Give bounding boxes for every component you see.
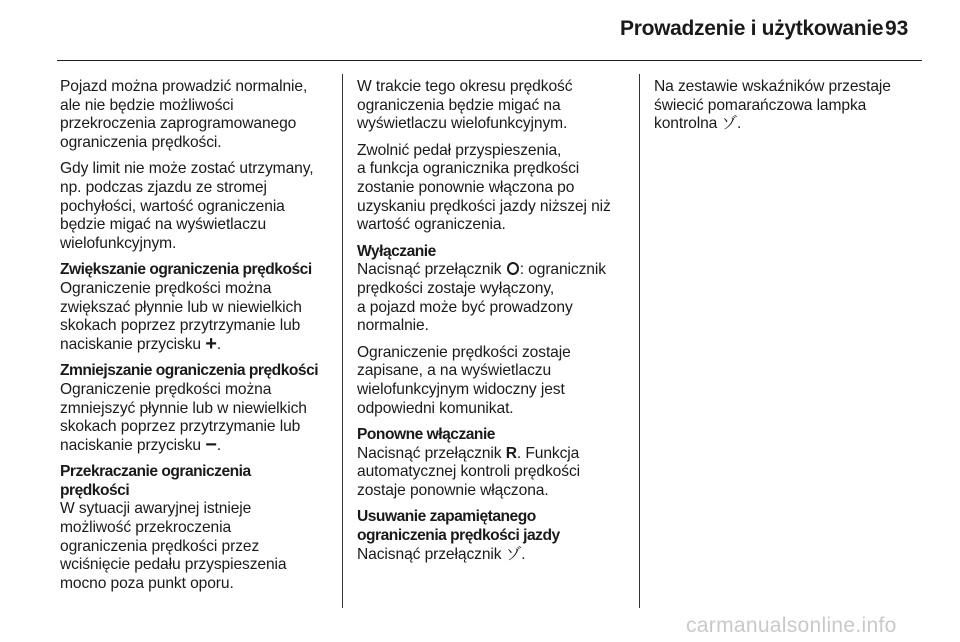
text-line: ograniczenia prędkości. — [60, 133, 222, 151]
col2-resume-first-post: . Funkcja — [516, 444, 580, 462]
text-line: zostaje ponownie włączona. — [357, 481, 549, 499]
text-line: pochyłości, wartość ograniczenia — [60, 197, 285, 215]
text-line: mocno poza punkt oporu. — [60, 574, 234, 592]
text-line: wyświetlaczu wielofunkcyjnym. — [357, 115, 568, 133]
text-line: Wyłączanie — [357, 242, 436, 260]
text-line: wartość ograniczenia. — [357, 216, 506, 234]
text-line: Pojazd można prowadzić normalnie, — [60, 78, 308, 95]
col2-body-off — [357, 280, 627, 336]
text-line: zwiększać płynnie lub w niewielkich — [60, 298, 302, 316]
col2-section-resume — [357, 426, 627, 500]
col2-body-resume — [357, 463, 627, 500]
col2-section-delete — [357, 508, 627, 564]
column-2 — [357, 78, 627, 564]
col1-heading-override — [60, 463, 330, 500]
text-line: będzie migać na wyświetlaczu — [60, 216, 267, 234]
text-line: wciśnięcie pedału przyspieszenia — [60, 556, 287, 574]
col2-heading-delete — [357, 508, 627, 545]
col2-paragraph-2 — [357, 142, 627, 235]
col2-section-off — [357, 243, 627, 336]
col3-last-pre: kontrolna — [654, 115, 718, 133]
page-number: 93 — [885, 17, 909, 40]
col1-heading-increase — [60, 261, 330, 280]
text-line: ale nie będzie możliwości — [60, 96, 234, 114]
text-line: Zwolnić pedał przyspieszenia, — [357, 141, 562, 159]
col2-resume-first-pre: Nacisnąć przełącznik — [357, 444, 502, 462]
text-line: Przekraczanie ograniczenia — [60, 463, 251, 481]
text-line: W sytuacji awaryjnej istnieje — [60, 500, 252, 518]
col1-section-increase: Zwiększanie ograniczenia prędkości Ograniczenie prędkości można zwiększać płynnie lub w niewielkich skokach poprzez przytrzymanie lub naciskanie przycisku +. — [60, 261, 330, 354]
text-line: uzyskaniu prędkości jazdy niższej niż — [357, 197, 611, 215]
col2-paragraph-1 — [357, 78, 627, 134]
col2-heading-off — [357, 243, 627, 262]
text-line: Ponowne włączanie — [357, 426, 495, 444]
col1-decrease-last-line: naciskanie przycisku — [60, 436, 202, 454]
speed-limiter-lamp-icon: ゾ — [721, 115, 737, 133]
text-line: prędkości — [60, 481, 130, 499]
text-line: np. podczas zjazdu ze stromej — [60, 178, 267, 196]
text-line: wielofunkcyjnym widoczny jest — [357, 380, 565, 398]
col1-paragraph-2 — [60, 160, 330, 253]
header-rule — [57, 60, 922, 61]
watermark: carmanualsonline.info — [686, 614, 897, 637]
text-line: Ograniczenie prędkości można — [60, 380, 272, 398]
text-line: Zmniejszanie ograniczenia prędkości — [60, 362, 319, 380]
text-line: Zwiększanie ograniczenia prędkości — [60, 261, 312, 279]
text-line: a pojazd może być prowadzony — [357, 298, 573, 316]
speed-limiter-icon: ゾ — [505, 545, 522, 563]
resume-r-icon: R — [505, 444, 517, 462]
col1-heading-decrease — [60, 362, 330, 381]
text-line: ograniczenia prędkości jazdy — [357, 527, 560, 545]
text-line: Ograniczenie prędkości zostaje — [357, 343, 571, 361]
col2-delete-first-pre: Nacisnąć przełącznik — [357, 545, 502, 563]
text-line: zostanie ponownie włączona po — [357, 178, 575, 196]
text-line: Gdy limit nie może zostać utrzymany, — [60, 160, 314, 178]
col1-body-override — [60, 500, 330, 593]
text-line: odpowiedni komunikat. — [357, 399, 514, 417]
text-line: wielofunkcyjnym. — [60, 234, 177, 252]
text-line: świecić pomarańczowa lampka — [654, 96, 867, 114]
column-1 — [60, 78, 330, 593]
text-line: automatycznej kontroli prędkości — [357, 463, 581, 481]
col2-off-first-pre: Nacisnąć przełącznik — [357, 261, 502, 279]
page-title: Prowadzenie i użytkowanie — [620, 17, 884, 40]
text-line: skokach poprzez przytrzymanie lub — [60, 317, 301, 335]
col2-heading-resume — [357, 426, 627, 445]
text-line: zapisane, a na wyświetlaczu — [357, 362, 552, 380]
col3-paragraph-1 — [654, 78, 924, 134]
col1-section-override — [60, 463, 330, 593]
text-line: ograniczenia będzie migać na — [357, 96, 561, 114]
text-line: ograniczenia prędkości przez — [60, 537, 260, 555]
col3-body — [654, 78, 924, 115]
text-line: W trakcie tego okresu prędkość — [357, 78, 573, 95]
col1-paragraph-1 — [60, 78, 330, 152]
text-line: Na zestawie wskaźników przestaje — [654, 78, 891, 95]
text-line: prędkości zostaje wyłączony, — [357, 279, 555, 297]
column-3 — [654, 78, 924, 134]
text-line: przekroczenia zaprogramowanego — [60, 115, 297, 133]
text-line: skokach poprzez przytrzymanie lub — [60, 418, 301, 436]
plus-icon: + — [205, 332, 217, 355]
col2-off-first-post: : ogranicznik — [519, 261, 606, 279]
column-divider-1 — [342, 74, 343, 608]
minus-icon: − — [205, 433, 217, 456]
text-line: Ograniczenie prędkości można — [60, 279, 272, 297]
column-divider-2 — [639, 74, 640, 608]
col1-increase-last-line: naciskanie przycisku — [60, 335, 202, 353]
col2-delete-first-post: . — [521, 545, 526, 563]
text-line: normalnie. — [357, 317, 429, 335]
off-switch-icon — [507, 262, 519, 275]
col1-section-decrease: Zmniejszanie ograniczenia prędkości Ograniczenie prędkości można zmniejszyć płynnie lub w niewielkich skokach poprzez przytrzymanie lub naciskanie przycisku −. — [60, 362, 330, 455]
text-line: możliwość przekroczenia — [60, 519, 232, 537]
text-line: Usuwanie zapamiętanego — [357, 508, 536, 526]
col3-last-post: . — [736, 115, 742, 133]
col2-paragraph-3 — [357, 344, 627, 418]
text-line: a funkcja ogranicznika prędkości — [357, 160, 580, 178]
col1-body-increase — [60, 280, 330, 336]
col1-body-decrease — [60, 381, 330, 437]
text-line: zmniejszyć płynnie lub w niewielkich — [60, 399, 307, 417]
